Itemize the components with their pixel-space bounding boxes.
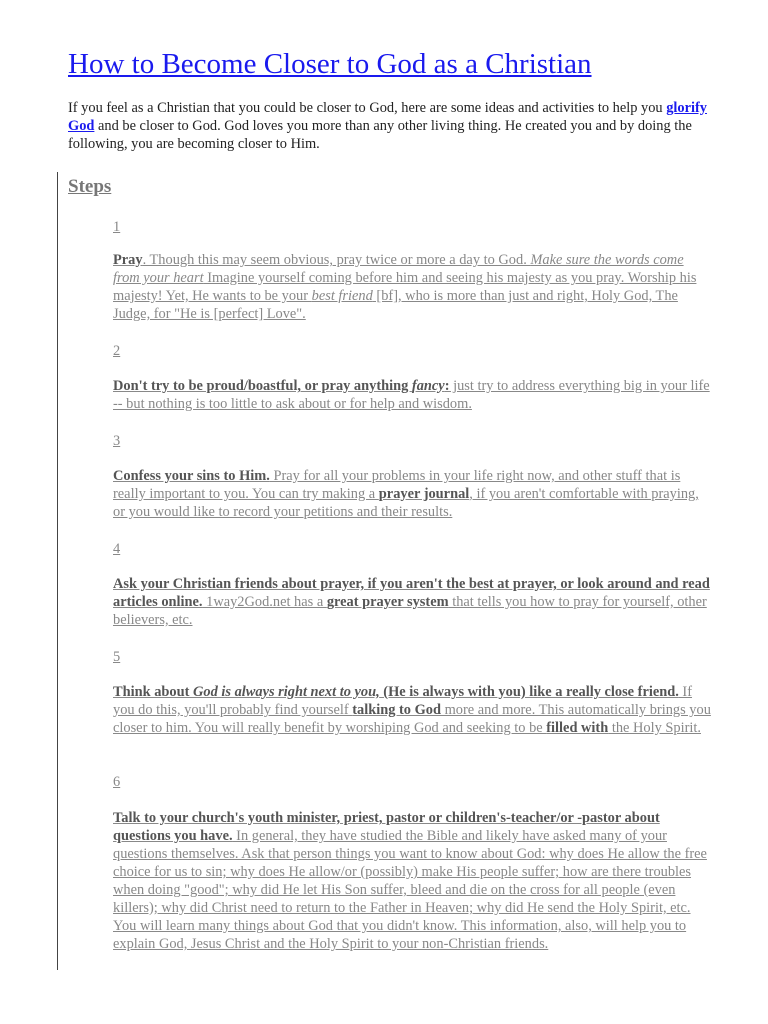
step-bold: Think about God is always right next to you, (He is always with you) like a really close friend. bbox=[113, 684, 679, 700]
step-text[interactable] bbox=[113, 467, 713, 521]
step-plain: Pray for all your problems in your life right now, and other stuff that is really important to you. You can try making a bbox=[113, 468, 681, 502]
step-plain: In general, they have studied the Bible and likely have asked many of your questions themselves. Ask that person things you want to know about God: why does He allow the free choice for us to sin; why does He allow/or (possibly) make His people suffer; how are there troubles when doing "good"; why did He let His Son suffer, bleed and die on the cross for all people (even killers); why did Christ need to return to the Father in Heaven; why did He send the Holy Spirit, etc. You will learn many things about God that you didn't know. This information, also, will help you to explain God, Jesus Christ and the Holy Spirit to your non-Christian friends. bbox=[113, 828, 707, 952]
intro-paragraph bbox=[68, 99, 708, 153]
step-plain: 1way2God.net has a bbox=[202, 594, 327, 610]
page-title[interactable]: How to Become Closer to God as a Christian bbox=[68, 48, 592, 80]
step-number[interactable]: 5 bbox=[113, 649, 121, 665]
step-text[interactable] bbox=[113, 683, 713, 737]
intro-text-before: If you feel as a Christian that you could be closer to God, here are some ideas and activities to help you bbox=[68, 100, 667, 116]
glorify-god-link[interactable]: glorify God bbox=[68, 100, 707, 134]
step-bold: Don't try to be proud/boastful, or pray anything fancy: bbox=[113, 378, 450, 394]
step-number[interactable]: 4 bbox=[113, 541, 121, 557]
step-text[interactable] bbox=[113, 575, 713, 629]
intro-text-after: and be closer to God. God loves you more than any other living thing. He created you and by doing the following, you are becoming closer to Him. bbox=[68, 118, 692, 152]
step-bold: Ask your Christian friends about prayer, if you aren't the best at prayer, or look around and read articles online. bbox=[113, 576, 710, 610]
step-plain: more and more. This automatically brings you closer to him. You will really benefit by worshiping God and seeking to be bbox=[113, 702, 711, 736]
step-plain: Imagine yourself coming before him and seeing his majesty as you pray. Worship his majesty! Yet, He wants to be your bbox=[113, 270, 697, 304]
step-bold-italic: fancy bbox=[411, 378, 445, 394]
step-bold: Talk to your church's youth minister, priest, pastor or children's-teacher/or -pastor about questions you have. bbox=[113, 810, 660, 844]
step-plain: the Holy Spirit. bbox=[608, 720, 701, 736]
step-plain: If you do this, you'll probably find yourself bbox=[113, 684, 693, 718]
step-bold: talking to God bbox=[352, 702, 441, 718]
section-divider bbox=[57, 172, 58, 970]
step-plain: just try to address everything big in your life -- but nothing is too little to ask about or for help and wisdom. bbox=[113, 378, 710, 412]
step-bold: great prayer system bbox=[326, 594, 449, 610]
step-number[interactable]: 2 bbox=[113, 343, 121, 359]
step-text[interactable] bbox=[113, 809, 713, 953]
step-bold: filled with bbox=[546, 720, 609, 736]
step-plain: , if you aren't comfortable with praying, or you would like to record your petitions and their results. bbox=[113, 486, 699, 520]
step-plain: [bf], who is more than just and right, Holy God, The Judge, for "He is [perfect] Love". bbox=[113, 288, 678, 322]
step-italic: Make sure the words come from your heart bbox=[113, 252, 684, 286]
step-number[interactable]: 1 bbox=[113, 219, 121, 235]
step-italic: best friend bbox=[311, 288, 373, 304]
step-bold: Pray bbox=[113, 252, 143, 268]
step-bold: prayer journal bbox=[378, 486, 470, 502]
step-text[interactable] bbox=[113, 377, 713, 413]
step-text[interactable] bbox=[113, 251, 713, 323]
step-number[interactable]: 6 bbox=[113, 774, 121, 790]
step-bold: Confess your sins to Him. bbox=[113, 468, 270, 484]
step-plain: that tells you how to pray for yourself, other believers, etc. bbox=[113, 594, 707, 628]
step-number[interactable]: 3 bbox=[113, 433, 121, 449]
steps-heading[interactable]: Steps bbox=[68, 176, 112, 197]
step-plain: . Though this may seem obvious, pray twice or more a day to God. bbox=[142, 252, 531, 268]
step-bold-italic: God is always right next to you, bbox=[193, 684, 380, 700]
